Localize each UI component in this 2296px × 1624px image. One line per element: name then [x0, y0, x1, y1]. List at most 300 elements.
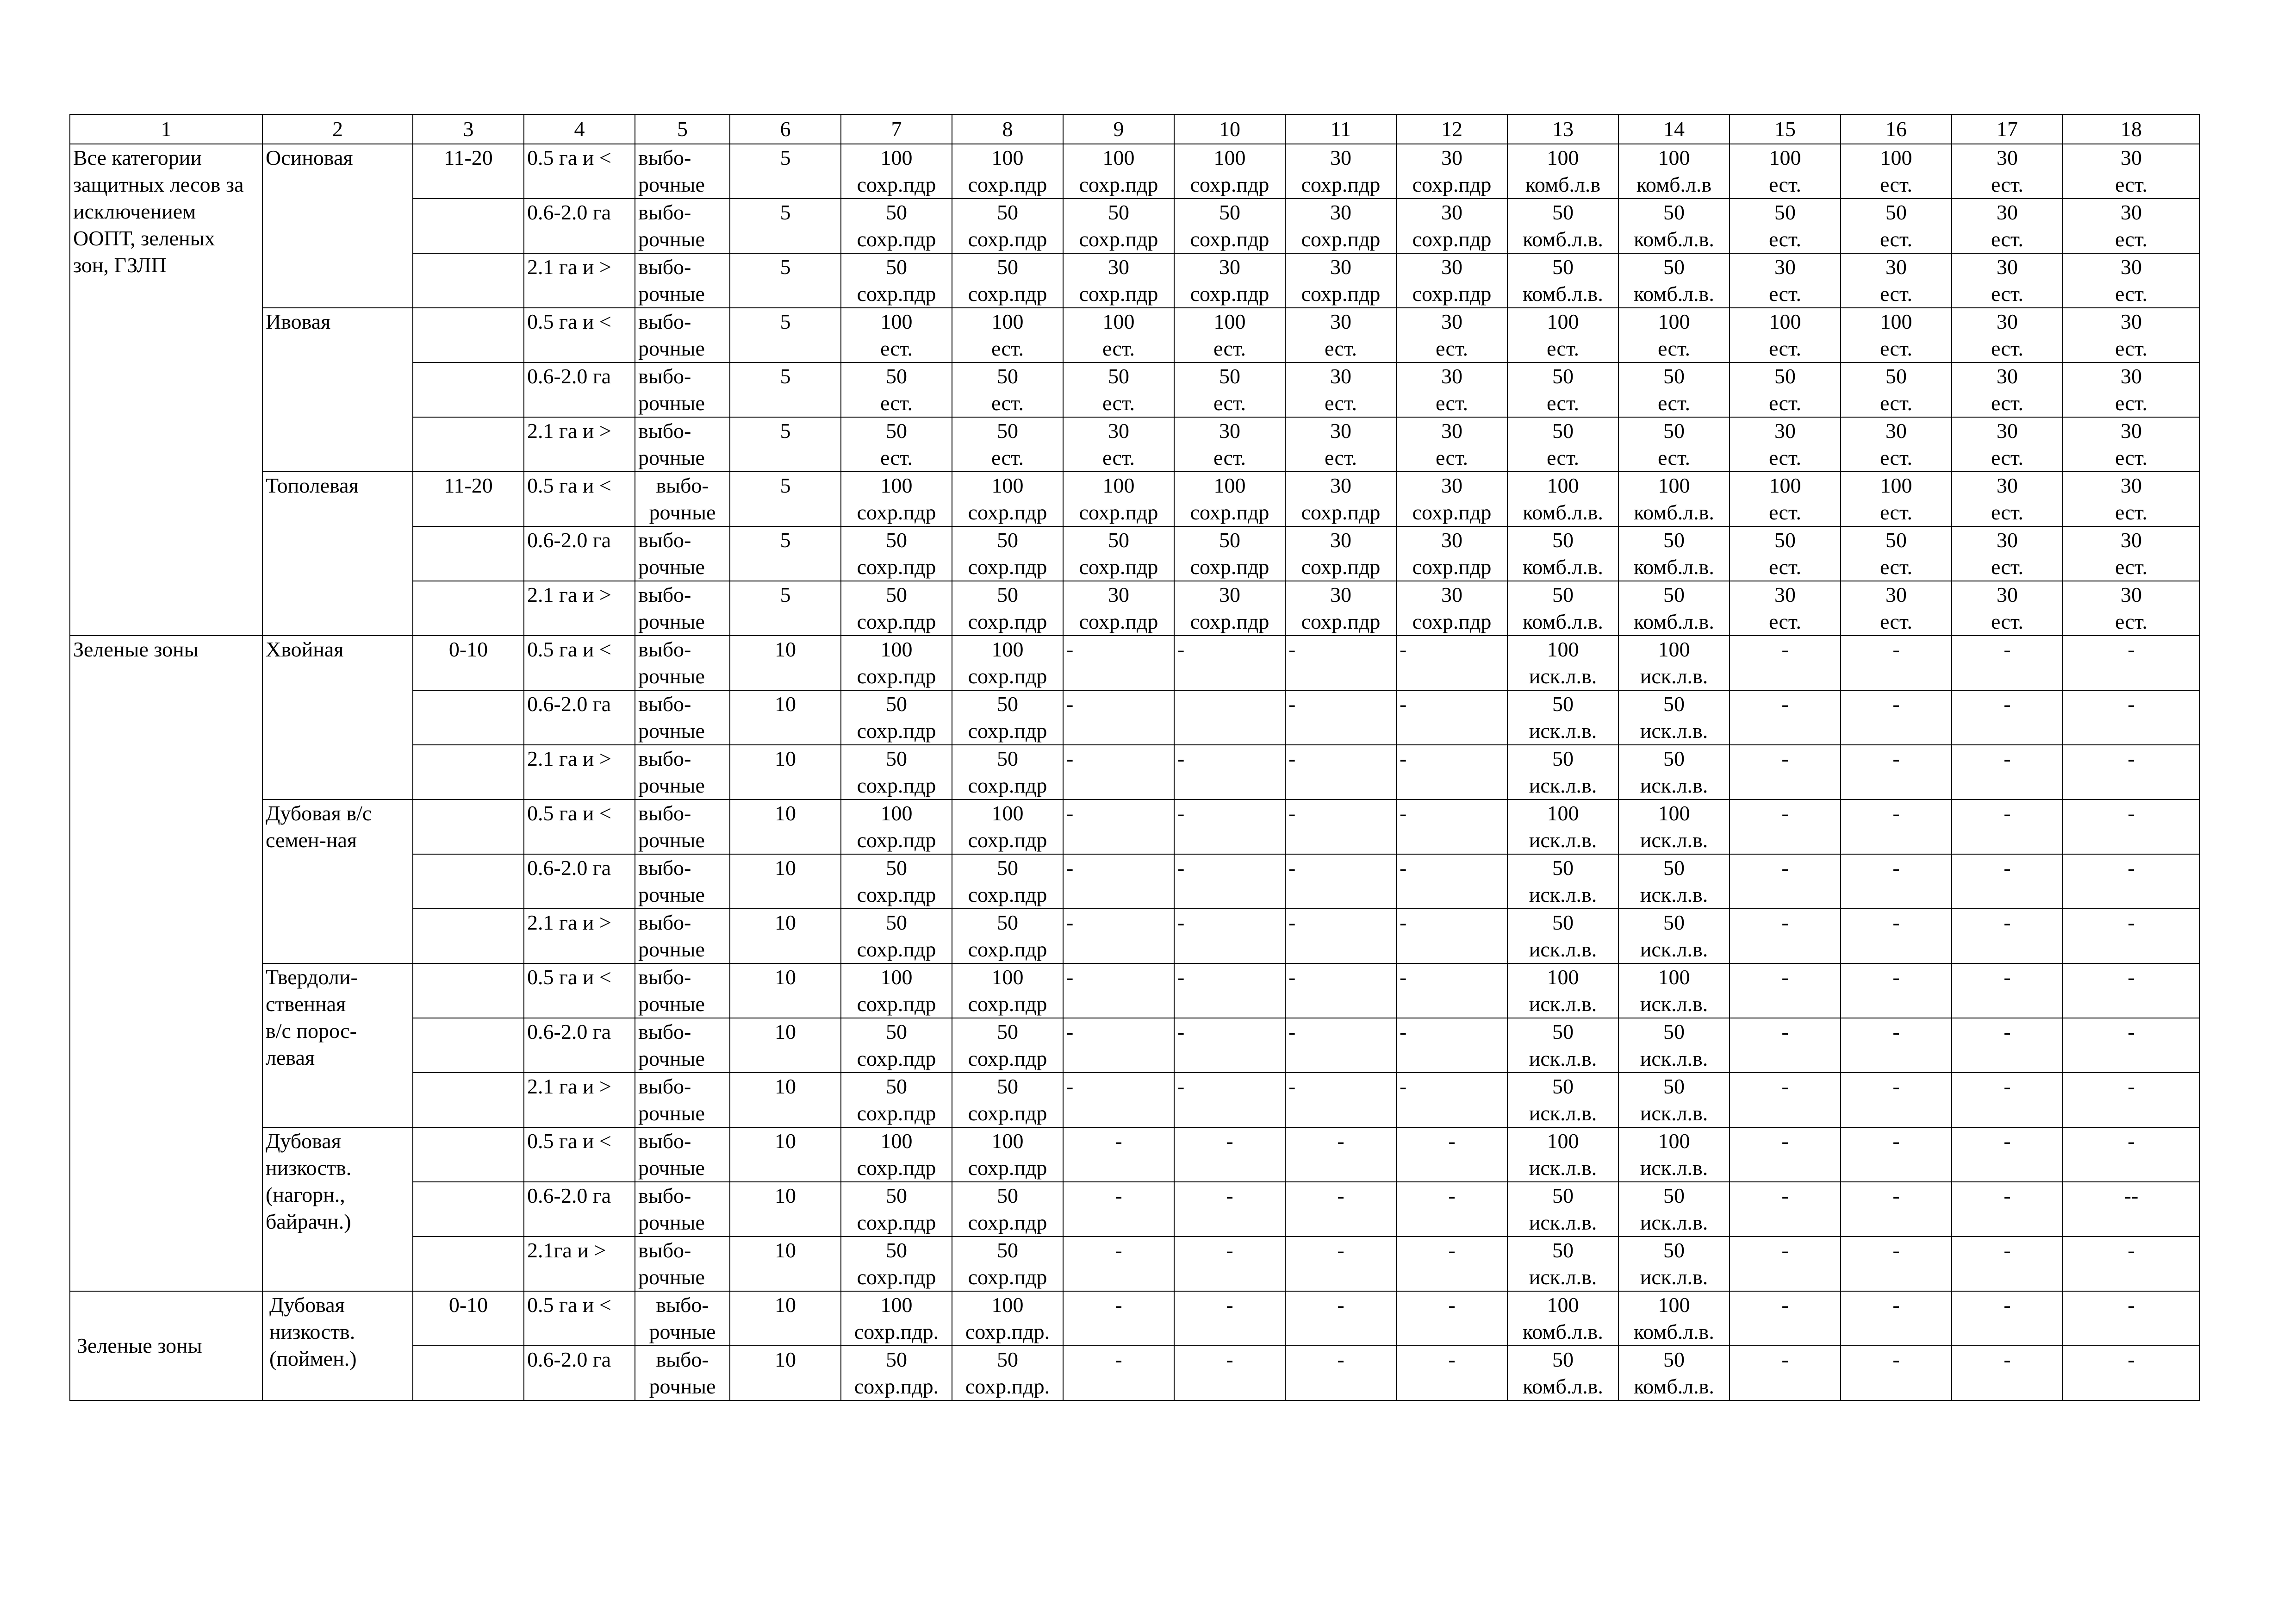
norm-cell-col-11: - [1285, 963, 1396, 1018]
age-class-cell: 0-10 [413, 636, 524, 690]
cell-line: иск.л.в. [1640, 828, 1708, 852]
norm-cell-col-10: - [1174, 963, 1285, 1018]
age-class-cell [413, 745, 524, 800]
norm-cell-col-11 [1285, 417, 1396, 472]
cell-line: 100 [1658, 1293, 1690, 1317]
cell-line: 30 [2121, 364, 2142, 388]
age-class-cell: 0-10 [413, 1291, 524, 1346]
cell-line: 50 [886, 692, 907, 716]
cell-line: иск.л.в. [1640, 992, 1708, 1016]
cell-line: ест. [1991, 173, 2024, 196]
norm-cell-col-7 [841, 800, 952, 854]
norm-cell-col-18 [2063, 199, 2200, 253]
cell-line: 50 [1552, 200, 1574, 224]
cell-line: 50 [886, 1020, 907, 1043]
norm-cell-col-8 [952, 1073, 1063, 1127]
value-cell: 10 [730, 745, 841, 800]
cutting-type-cell [635, 526, 730, 581]
norm-cell-col-11: - [1285, 800, 1396, 854]
cell-line: 100 [1769, 310, 1801, 333]
norm-cell-col-10 [1174, 253, 1285, 308]
cutting-type-cell [635, 308, 730, 362]
norm-cell-col-17 [1952, 581, 2063, 636]
category-cell [70, 1291, 262, 1400]
norm-cell-col-17: - [1952, 800, 2063, 854]
cell-line: 30 [1219, 419, 1240, 443]
area-cell: 0.5 га и < [524, 308, 635, 362]
cell-line: 50 [997, 747, 1018, 770]
age-class-cell [413, 1346, 524, 1400]
column-header-17: 17 [1952, 114, 2063, 144]
age-class-cell [413, 1127, 524, 1182]
area-cell: 2.1 га и > [524, 909, 635, 963]
norm-cell-col-16 [1841, 199, 1952, 253]
value-cell: 10 [730, 1291, 841, 1346]
area-cell: 0.5 га и < [524, 1291, 635, 1346]
cell-line: рочные [638, 664, 705, 688]
cell-line: сохр.пдр [1301, 282, 1381, 306]
norm-cell-col-18: - [2063, 1291, 2200, 1346]
norm-cell-col-16 [1841, 581, 1952, 636]
cell-line: 30 [1774, 419, 1796, 443]
norm-cell-col-8 [952, 581, 1063, 636]
norm-cell-col-18: - [2063, 1127, 2200, 1182]
cell-line: 100 [1658, 474, 1690, 497]
cell-line: ест. [1879, 337, 1913, 360]
column-header-16: 16 [1841, 114, 1952, 144]
cell-line: сохр.пдр [857, 1265, 936, 1289]
age-class-cell [413, 1073, 524, 1127]
cell-line: ест. [1879, 446, 1913, 469]
cell-line: 50 [1663, 692, 1685, 716]
norm-cell-col-17: - [1952, 1073, 2063, 1127]
norm-cell-col-12: - [1396, 1018, 1507, 1073]
norm-cell-col-11: - [1285, 1291, 1396, 1346]
cell-line: комб.л.в. [1523, 610, 1603, 633]
category-line: Зеленые зоны [77, 1334, 202, 1357]
norm-cell-col-12: - [1396, 745, 1507, 800]
cell-line: иск.л.в. [1529, 1211, 1597, 1234]
norm-cell-col-12 [1396, 526, 1507, 581]
cell-line: рочные [649, 500, 716, 524]
area-cell: 2.1 га и > [524, 581, 635, 636]
norm-cell-col-14 [1618, 526, 1730, 581]
norm-cell-col-10: - [1174, 636, 1285, 690]
column-header-5: 5 [635, 114, 730, 144]
norm-cell-col-10: - [1174, 909, 1285, 963]
norm-cell-col-15 [1730, 526, 1841, 581]
species-cell [262, 800, 413, 963]
species-cell [262, 472, 413, 636]
cell-line: 100 [880, 637, 913, 661]
column-number-row [70, 114, 2200, 144]
norm-cell-col-13 [1507, 690, 1618, 745]
norm-cell-col-9: - [1063, 800, 1174, 854]
cell-line: сохр.пдр [857, 828, 936, 852]
norm-cell-col-8 [952, 745, 1063, 800]
cell-line: рочные [638, 282, 705, 306]
cell-line: выбо- [638, 965, 691, 989]
cell-line: выбо- [638, 856, 691, 880]
cell-line: 50 [1108, 528, 1129, 552]
norm-cell-col-8 [952, 199, 1063, 253]
species-cell [262, 1291, 413, 1400]
column-header-13: 13 [1507, 114, 1618, 144]
cell-line: сохр.пдр [1301, 227, 1381, 251]
cell-line: 50 [1663, 583, 1685, 606]
column-header-11: 11 [1285, 114, 1396, 144]
cell-line: ест. [1324, 446, 1357, 469]
cell-line: выбо- [638, 911, 691, 934]
cell-line: сохр.пдр [1412, 173, 1492, 196]
cell-line: 30 [1997, 310, 2018, 333]
cell-line: 30 [1330, 146, 1351, 169]
cell-line: ест. [1879, 500, 1913, 524]
cell-line: 50 [1552, 1184, 1574, 1207]
cell-line: иск.л.в. [1640, 664, 1708, 688]
cell-line: 50 [1885, 364, 1907, 388]
norm-cell-col-10 [1174, 690, 1285, 745]
cell-line: ест. [1879, 391, 1913, 415]
species-cell [262, 1127, 413, 1291]
cell-line: комб.л.в. [1634, 282, 1714, 306]
cell-line: ест. [1102, 446, 1135, 469]
table-body [70, 144, 2200, 1400]
norm-cell-col-11: - [1285, 1127, 1396, 1182]
cell-line: 50 [886, 1238, 907, 1262]
cell-line: выбо- [638, 200, 691, 224]
cell-line: ест. [1768, 282, 1802, 306]
column-header-7: 7 [841, 114, 952, 144]
value-cell: 10 [730, 1237, 841, 1291]
norm-cell-col-10: - [1174, 1182, 1285, 1237]
norm-cell-col-8 [952, 144, 1063, 199]
cell-line: 50 [886, 583, 907, 606]
column-header-2: 2 [262, 114, 413, 144]
cell-line: сохр.пдр [857, 1101, 936, 1125]
cell-line: сохр.пдр [1079, 610, 1158, 633]
table-row [70, 1291, 2200, 1346]
cell-line: комб.л.в. [1634, 1374, 1714, 1398]
cell-line: 50 [1552, 583, 1574, 606]
norm-cell-col-9: - [1063, 1018, 1174, 1073]
norm-cell-col-10: - [1174, 1346, 1285, 1400]
cell-line: 50 [886, 200, 907, 224]
age-class-cell [413, 308, 524, 362]
norm-cell-col-7 [841, 1237, 952, 1291]
cell-line: выбо- [638, 1238, 691, 1262]
cell-line: 50 [1219, 200, 1240, 224]
cell-line: 100 [1880, 474, 1912, 497]
norm-cell-col-13 [1507, 472, 1618, 526]
norm-cell-col-14 [1618, 199, 1730, 253]
cell-line: 50 [1552, 747, 1574, 770]
cutting-type-cell [635, 472, 730, 526]
norm-cell-col-15 [1730, 581, 1841, 636]
cell-line: 30 [1997, 528, 2018, 552]
norm-cell-col-16: - [1841, 1018, 1952, 1073]
cell-line: 30 [1441, 474, 1462, 497]
cell-line: 30 [1441, 310, 1462, 333]
cell-line: 30 [1885, 419, 1907, 443]
cell-line: сохр.пдр [968, 664, 1047, 688]
cell-line: ест. [991, 337, 1024, 360]
cell-line: выбо- [638, 1020, 691, 1043]
cell-line: 30 [1330, 364, 1351, 388]
norm-cell-col-13 [1507, 963, 1618, 1018]
norm-cell-col-7 [841, 199, 952, 253]
norm-cell-col-11: - [1285, 636, 1396, 690]
cell-line: 50 [1552, 856, 1574, 880]
norm-cell-col-7 [841, 472, 952, 526]
norm-cell-col-17: - [1952, 1018, 2063, 1073]
norm-cell-col-16: - [1841, 854, 1952, 909]
cutting-type-cell [635, 1182, 730, 1237]
cell-line: ест. [2115, 610, 2148, 633]
norm-cell-col-13 [1507, 581, 1618, 636]
norm-cell-col-13 [1507, 909, 1618, 963]
cell-line: 30 [1330, 474, 1351, 497]
norm-cell-col-10: - [1174, 1018, 1285, 1073]
cell-line: рочные [638, 337, 705, 360]
cell-line: 100 [1880, 146, 1912, 169]
age-class-cell [413, 1018, 524, 1073]
cutting-type-cell [635, 1237, 730, 1291]
norm-cell-col-9 [1063, 472, 1174, 526]
age-class-cell [413, 909, 524, 963]
cell-line: 30 [1441, 200, 1462, 224]
norm-cell-col-17: - [1952, 963, 2063, 1018]
cell-line: ест. [1102, 337, 1135, 360]
cell-line: иск.л.в. [1529, 992, 1597, 1016]
cell-line: ест. [2115, 391, 2148, 415]
cell-line: рочные [638, 391, 705, 415]
cell-line: 100 [1547, 1129, 1579, 1153]
cell-line: комб.л.в. [1523, 227, 1603, 251]
norm-cell-col-12 [1396, 417, 1507, 472]
cell-line: ест. [2115, 500, 2148, 524]
norm-cell-col-10 [1174, 526, 1285, 581]
age-class-cell: 11-20 [413, 144, 524, 199]
norm-cell-col-17: - [1952, 854, 2063, 909]
cell-line: сохр.пдр [1190, 282, 1269, 306]
cell-line: 100 [991, 146, 1024, 169]
cell-line: ест. [1991, 610, 2024, 633]
column-header-15: 15 [1730, 114, 1841, 144]
cutting-type-cell [635, 745, 730, 800]
cell-line: выбо- [656, 474, 709, 497]
norm-cell-col-9: - [1063, 1291, 1174, 1346]
norm-cell-col-8 [952, 1018, 1063, 1073]
cell-line: рочные [638, 446, 705, 469]
norm-cell-col-7 [841, 909, 952, 963]
norm-cell-col-11: - [1285, 745, 1396, 800]
cell-line: 30 [1330, 419, 1351, 443]
norm-cell-col-16 [1841, 472, 1952, 526]
value-cell: 10 [730, 909, 841, 963]
norm-cell-col-7 [841, 362, 952, 417]
cell-line: 30 [1219, 583, 1240, 606]
cell-line: 50 [1108, 200, 1129, 224]
cell-line: сохр.пдр [1301, 500, 1381, 524]
cell-line: 30 [1997, 146, 2018, 169]
norm-cell-col-15: - [1730, 909, 1841, 963]
value-cell: 10 [730, 854, 841, 909]
cell-line: выбо- [638, 801, 691, 825]
cell-line: ест. [1768, 446, 1802, 469]
cell-line: 50 [1663, 364, 1685, 388]
norm-cell-col-15: - [1730, 1018, 1841, 1073]
norm-cell-col-15 [1730, 199, 1841, 253]
norm-cell-col-11: - [1285, 1237, 1396, 1291]
norm-cell-col-17: - [1952, 1291, 2063, 1346]
norm-cell-col-12 [1396, 362, 1507, 417]
cell-line: сохр.пдр. [854, 1374, 939, 1398]
norm-cell-col-16: - [1841, 963, 1952, 1018]
cell-line: иск.л.в. [1640, 774, 1708, 797]
norm-cell-col-13 [1507, 854, 1618, 909]
norm-cell-col-8 [952, 253, 1063, 308]
species-name-line: Осиновая [266, 146, 353, 169]
norm-cell-col-13 [1507, 144, 1618, 199]
cell-line: 100 [991, 310, 1024, 333]
cell-line: 100 [991, 474, 1024, 497]
cell-line: комб.л.в. [1523, 282, 1603, 306]
category-cell [70, 636, 262, 1291]
cell-line: сохр.пдр [1190, 227, 1269, 251]
norm-cell-col-9: - [1063, 1182, 1174, 1237]
norm-cell-col-17 [1952, 417, 2063, 472]
norm-cell-col-11: - [1285, 1073, 1396, 1127]
norm-cell-col-15 [1730, 472, 1841, 526]
cell-line: 50 [1552, 1238, 1574, 1262]
species-cell [262, 144, 413, 308]
cell-line: сохр.пдр [968, 774, 1047, 797]
cell-line: сохр.пдр [968, 992, 1047, 1016]
norm-cell-col-11 [1285, 144, 1396, 199]
cell-line: 30 [1330, 583, 1351, 606]
forestry-norms-table [69, 114, 2200, 1401]
norm-cell-col-14 [1618, 1018, 1730, 1073]
norm-cell-col-14 [1618, 1346, 1730, 1400]
cell-line: 100 [1213, 310, 1246, 333]
value-cell: 10 [730, 636, 841, 690]
norm-cell-col-13 [1507, 362, 1618, 417]
cell-line: 50 [1663, 200, 1685, 224]
norm-cell-col-14 [1618, 253, 1730, 308]
norm-cell-col-8 [952, 1346, 1063, 1400]
norm-cell-col-9 [1063, 253, 1174, 308]
cell-line: выбо- [638, 1129, 691, 1153]
norm-cell-col-11: - [1285, 1346, 1396, 1400]
value-cell: 10 [730, 800, 841, 854]
cell-line: выбо- [638, 146, 691, 169]
cell-line: 30 [1441, 364, 1462, 388]
cell-line: ест. [1657, 446, 1691, 469]
norm-cell-col-16: - [1841, 636, 1952, 690]
cell-line: иск.л.в. [1640, 1101, 1708, 1125]
cell-line: 50 [1552, 1020, 1574, 1043]
cell-line: 100 [880, 965, 913, 989]
cell-line: 30 [1330, 200, 1351, 224]
cell-line: 30 [2121, 146, 2142, 169]
norm-cell-col-15: - [1730, 854, 1841, 909]
norm-cell-col-10: - [1174, 854, 1285, 909]
cell-line: 30 [1441, 419, 1462, 443]
norm-cell-col-16: - [1841, 1346, 1952, 1400]
cell-line: сохр.пдр [857, 173, 936, 196]
norm-cell-col-16 [1841, 308, 1952, 362]
cell-line: 30 [1441, 528, 1462, 552]
area-cell: 0.5 га и < [524, 472, 635, 526]
norm-cell-col-17 [1952, 362, 2063, 417]
cell-line: сохр.пдр [1190, 500, 1269, 524]
cell-line: ест. [1879, 282, 1913, 306]
category-line: зон, ГЗЛП [73, 253, 167, 277]
cell-line: 100 [1658, 146, 1690, 169]
cell-line: сохр.пдр [857, 1211, 936, 1234]
norm-cell-col-12: - [1396, 800, 1507, 854]
species-name-line: Дубовая [266, 1129, 341, 1153]
cell-line: сохр.пдр [968, 1047, 1047, 1070]
norm-cell-col-14 [1618, 144, 1730, 199]
norm-cell-col-18: - [2063, 800, 2200, 854]
cell-line: 100 [1102, 310, 1135, 333]
category-line: защитных лесов за [73, 173, 244, 196]
cell-line: 50 [997, 200, 1018, 224]
cell-line: сохр.пдр [1301, 555, 1381, 579]
norm-cell-col-7 [841, 745, 952, 800]
cell-line: 100 [1547, 310, 1579, 333]
norm-cell-col-8 [952, 963, 1063, 1018]
norm-cell-col-11 [1285, 581, 1396, 636]
species-name-line: Хвойная [266, 637, 344, 661]
cell-line: сохр.пдр [1079, 173, 1158, 196]
norm-cell-col-10: - [1174, 745, 1285, 800]
area-cell: 0.5 га и < [524, 800, 635, 854]
cell-line: ест. [880, 337, 913, 360]
norm-cell-col-17: - [1952, 1237, 2063, 1291]
table-row [70, 800, 2200, 854]
cell-line: иск.л.в. [1640, 883, 1708, 906]
norm-cell-col-15: - [1730, 1346, 1841, 1400]
cell-line: 100 [1213, 146, 1246, 169]
cutting-type-cell [635, 1073, 730, 1127]
cell-line: сохр.пдр [968, 610, 1047, 633]
cell-line: комб.л.в. [1523, 555, 1603, 579]
cell-line: 30 [1330, 528, 1351, 552]
cell-line: 50 [1108, 364, 1129, 388]
norm-cell-col-8 [952, 472, 1063, 526]
cell-line: 30 [2121, 310, 2142, 333]
cell-line: 50 [886, 856, 907, 880]
norm-cell-col-10 [1174, 144, 1285, 199]
species-name-line: в/с порос- [266, 1019, 357, 1043]
cell-line: 50 [886, 911, 907, 934]
norm-cell-col-15: - [1730, 1291, 1841, 1346]
cell-line: 50 [997, 1348, 1018, 1371]
cell-line: 50 [997, 692, 1018, 716]
cell-line: сохр.пдр [857, 610, 936, 633]
cell-line: ест. [1768, 227, 1802, 251]
cell-line: 100 [1658, 637, 1690, 661]
cell-line: иск.л.в. [1529, 828, 1597, 852]
age-class-cell [413, 1182, 524, 1237]
cell-line: иск.л.в. [1640, 1047, 1708, 1070]
norm-cell-col-16 [1841, 253, 1952, 308]
cell-line: иск.л.в. [1529, 719, 1597, 743]
cell-line: ест. [1879, 173, 1913, 196]
